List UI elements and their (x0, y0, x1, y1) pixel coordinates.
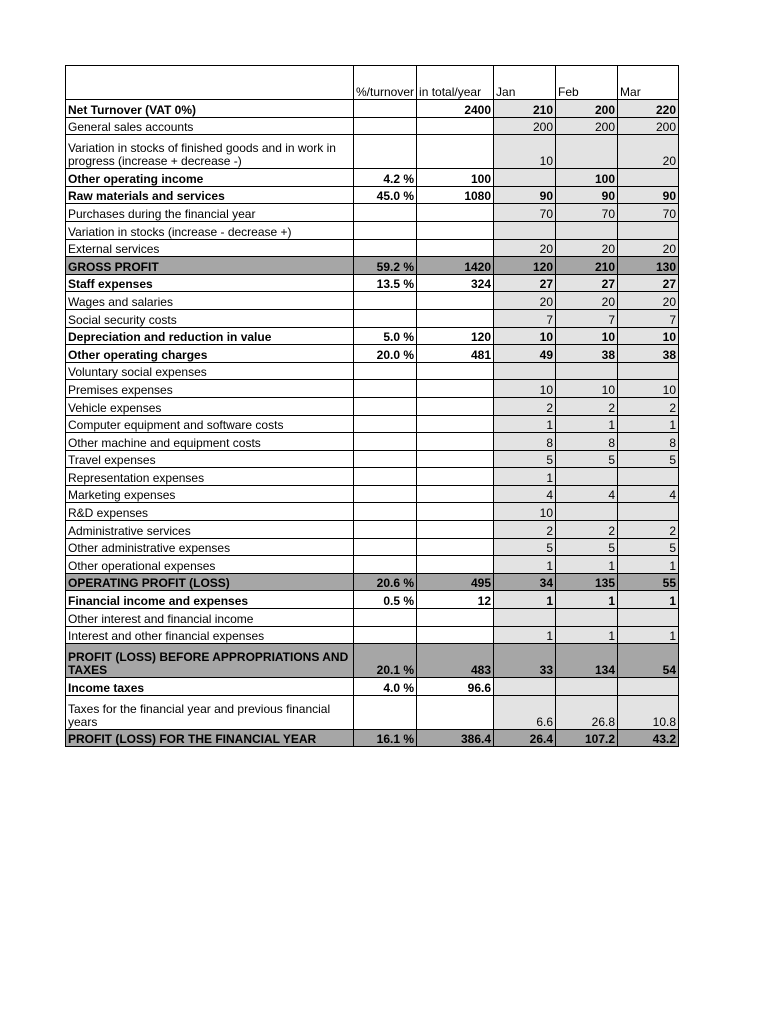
cell-mar[interactable]: 27 (618, 274, 679, 292)
cell-total-year[interactable]: 495 (417, 573, 494, 591)
cell-jan[interactable]: 20 (494, 239, 556, 257)
table-row (66, 309, 679, 327)
cell-feb[interactable]: 7 (556, 309, 618, 327)
cell-feb[interactable]: 2 (556, 521, 618, 539)
cell-total-year[interactable] (417, 538, 494, 556)
cell-pct-turnover[interactable]: 20.1 % (354, 644, 417, 678)
row-label[interactable]: Other machine and equipment costs (66, 433, 354, 451)
row-label[interactable]: Variation in stocks (increase - decrease +) (66, 221, 354, 239)
row-label[interactable]: External services (66, 239, 354, 257)
table-row (66, 485, 679, 503)
row-label[interactable]: Staff expenses (66, 274, 354, 292)
cell-mar[interactable]: 200 (618, 117, 679, 135)
cell-total-year[interactable]: 1420 (417, 257, 494, 275)
cell-total-year[interactable] (417, 450, 494, 468)
cell-jan[interactable] (494, 678, 556, 696)
row-label[interactable]: OPERATING PROFIT (LOSS) (66, 573, 354, 591)
cell-pct-turnover[interactable]: 16.1 % (354, 729, 417, 747)
cell-feb[interactable]: 4 (556, 485, 618, 503)
row-label[interactable]: Taxes for the financial year and previous financial years (66, 695, 354, 729)
table-row (66, 204, 679, 222)
cell-jan[interactable]: 1 (494, 556, 556, 574)
row-label[interactable]: Other operating income (66, 169, 354, 187)
cell-mar[interactable]: 70 (618, 204, 679, 222)
row-label[interactable]: PROFIT (LOSS) BEFORE APPROPRIATIONS AND TAXES (66, 644, 354, 678)
cell-jan[interactable]: 2 (494, 397, 556, 415)
cell-mar[interactable]: 20 (618, 239, 679, 257)
cell-pct-turnover[interactable] (354, 609, 417, 627)
cell-jan[interactable]: 1 (494, 591, 556, 609)
cell-mar[interactable]: 4 (618, 485, 679, 503)
cell-feb[interactable]: 134 (556, 644, 618, 678)
cell-mar[interactable] (618, 678, 679, 696)
cell-total-year[interactable] (417, 204, 494, 222)
cell-mar[interactable]: 5 (618, 538, 679, 556)
cell-pct-turnover[interactable] (354, 380, 417, 398)
cell-pct-turnover[interactable] (354, 538, 417, 556)
cell-total-year[interactable] (417, 117, 494, 135)
cell-feb[interactable] (556, 503, 618, 521)
cell-total-year[interactable]: 386.4 (417, 729, 494, 747)
cell-feb[interactable]: 1 (556, 591, 618, 609)
table-row (66, 100, 679, 118)
cell-jan[interactable] (494, 609, 556, 627)
cell-jan[interactable]: 10 (494, 135, 556, 169)
cell-jan[interactable]: 1 (494, 468, 556, 486)
cell-jan[interactable]: 20 (494, 292, 556, 310)
cell-feb[interactable]: 100 (556, 169, 618, 187)
cell-pct-turnover[interactable] (354, 503, 417, 521)
table-row (66, 729, 679, 747)
header-mar[interactable]: Mar (618, 66, 679, 100)
cell-mar[interactable] (618, 169, 679, 187)
cell-total-year[interactable]: 483 (417, 644, 494, 678)
table-row (66, 556, 679, 574)
table-row (66, 591, 679, 609)
cell-pct-turnover[interactable] (354, 221, 417, 239)
table-row (66, 503, 679, 521)
table-row (66, 257, 679, 275)
cell-mar[interactable]: 55 (618, 573, 679, 591)
cell-total-year[interactable] (417, 468, 494, 486)
cell-total-year[interactable]: 120 (417, 327, 494, 345)
cell-pct-turnover[interactable]: 13.5 % (354, 274, 417, 292)
row-label[interactable]: Voluntary social expenses (66, 362, 354, 380)
table-row (66, 362, 679, 380)
table-row (66, 609, 679, 627)
cell-feb[interactable]: 26.8 (556, 695, 618, 729)
cell-mar[interactable] (618, 468, 679, 486)
table-row (66, 221, 679, 239)
cell-jan[interactable]: 10 (494, 327, 556, 345)
cell-feb[interactable] (556, 362, 618, 380)
cell-feb[interactable]: 70 (556, 204, 618, 222)
cell-mar[interactable]: 130 (618, 257, 679, 275)
cell-feb[interactable]: 135 (556, 573, 618, 591)
row-label[interactable]: Other interest and financial income (66, 609, 354, 627)
table-row (66, 327, 679, 345)
cell-mar[interactable]: 20 (618, 292, 679, 310)
cell-pct-turnover[interactable] (354, 415, 417, 433)
table-row (66, 397, 679, 415)
cell-total-year[interactable] (417, 362, 494, 380)
table-row (66, 678, 679, 696)
cell-jan[interactable]: 4 (494, 485, 556, 503)
cell-pct-turnover[interactable]: 4.0 % (354, 678, 417, 696)
cell-mar[interactable]: 1 (618, 626, 679, 644)
header-pct-turnover[interactable]: %/turnover (354, 66, 417, 100)
cell-total-year[interactable]: 481 (417, 345, 494, 363)
cell-total-year[interactable] (417, 521, 494, 539)
cell-jan[interactable]: 90 (494, 186, 556, 204)
cell-feb[interactable]: 200 (556, 100, 618, 118)
cell-feb[interactable]: 200 (556, 117, 618, 135)
row-label[interactable]: Net Turnover (VAT 0%) (66, 100, 354, 118)
cell-total-year[interactable] (417, 397, 494, 415)
cell-total-year[interactable] (417, 695, 494, 729)
cell-jan[interactable]: 120 (494, 257, 556, 275)
cell-pct-turnover[interactable] (354, 521, 417, 539)
table-row (66, 186, 679, 204)
cell-pct-turnover[interactable] (354, 362, 417, 380)
cell-pct-turnover[interactable]: 20.0 % (354, 345, 417, 363)
cell-pct-turnover[interactable]: 20.6 % (354, 573, 417, 591)
row-label[interactable]: Marketing expenses (66, 485, 354, 503)
cell-feb[interactable] (556, 468, 618, 486)
table-row (66, 521, 679, 539)
cell-total-year[interactable] (417, 485, 494, 503)
table-row (66, 468, 679, 486)
cell-jan[interactable]: 8 (494, 433, 556, 451)
cell-feb[interactable]: 10 (556, 327, 618, 345)
cell-jan[interactable]: 49 (494, 345, 556, 363)
table-row (66, 135, 679, 169)
cell-jan[interactable] (494, 362, 556, 380)
cell-mar[interactable]: 2 (618, 397, 679, 415)
cell-pct-turnover[interactable] (354, 626, 417, 644)
cell-total-year[interactable] (417, 626, 494, 644)
cell-total-year[interactable] (417, 309, 494, 327)
row-label[interactable]: Wages and salaries (66, 292, 354, 310)
row-label[interactable]: Vehicle expenses (66, 397, 354, 415)
cell-total-year[interactable] (417, 609, 494, 627)
cell-pct-turnover[interactable] (354, 397, 417, 415)
cell-jan[interactable]: 10 (494, 380, 556, 398)
cell-mar[interactable]: 43.2 (618, 729, 679, 747)
table-row (66, 573, 679, 591)
row-label[interactable]: Premises expenses (66, 380, 354, 398)
cell-mar[interactable]: 2 (618, 521, 679, 539)
cell-mar[interactable] (618, 609, 679, 627)
cell-pct-turnover[interactable] (354, 292, 417, 310)
cell-total-year[interactable]: 100 (417, 169, 494, 187)
cell-jan[interactable]: 33 (494, 644, 556, 678)
row-label[interactable]: Raw materials and services (66, 186, 354, 204)
cell-pct-turnover[interactable] (354, 695, 417, 729)
cell-jan[interactable]: 5 (494, 538, 556, 556)
cell-feb[interactable]: 90 (556, 186, 618, 204)
cell-feb[interactable]: 107.2 (556, 729, 618, 747)
cell-feb[interactable]: 27 (556, 274, 618, 292)
cell-pct-turnover[interactable]: 59.2 % (354, 257, 417, 275)
cell-mar[interactable]: 1 (618, 591, 679, 609)
row-label[interactable]: Representation expenses (66, 468, 354, 486)
cell-jan[interactable]: 27 (494, 274, 556, 292)
table-row (66, 169, 679, 187)
header-row (66, 66, 679, 100)
cell-pct-turnover[interactable] (354, 468, 417, 486)
cell-jan[interactable] (494, 221, 556, 239)
cell-mar[interactable]: 1 (618, 415, 679, 433)
cell-mar[interactable]: 7 (618, 309, 679, 327)
cell-total-year[interactable] (417, 503, 494, 521)
cell-total-year[interactable] (417, 380, 494, 398)
table-row (66, 380, 679, 398)
cell-jan[interactable]: 10 (494, 503, 556, 521)
table-row (66, 415, 679, 433)
cell-mar[interactable]: 38 (618, 345, 679, 363)
table-row (66, 433, 679, 451)
cell-feb[interactable]: 1 (556, 415, 618, 433)
cell-pct-turnover[interactable] (354, 309, 417, 327)
header-blank[interactable] (66, 66, 354, 100)
cell-total-year[interactable]: 96.6 (417, 678, 494, 696)
cell-feb[interactable]: 8 (556, 433, 618, 451)
table-row (66, 695, 679, 729)
table-row (66, 450, 679, 468)
cell-pct-turnover[interactable]: 4.2 % (354, 169, 417, 187)
cell-total-year[interactable] (417, 415, 494, 433)
row-label[interactable]: Travel expenses (66, 450, 354, 468)
cell-total-year[interactable]: 12 (417, 591, 494, 609)
cell-feb[interactable] (556, 678, 618, 696)
cell-pct-turnover[interactable] (354, 135, 417, 169)
cell-feb[interactable]: 5 (556, 538, 618, 556)
cell-mar[interactable]: 54 (618, 644, 679, 678)
row-label[interactable]: PROFIT (LOSS) FOR THE FINANCIAL YEAR (66, 729, 354, 747)
cell-jan[interactable]: 6.6 (494, 695, 556, 729)
cell-feb[interactable]: 1 (556, 626, 618, 644)
row-label[interactable]: GROSS PROFIT (66, 257, 354, 275)
row-label[interactable]: Other operating charges (66, 345, 354, 363)
header-feb[interactable]: Feb (556, 66, 618, 100)
header-jan[interactable]: Jan (494, 66, 556, 100)
cell-jan[interactable]: 2 (494, 521, 556, 539)
cell-pct-turnover[interactable] (354, 485, 417, 503)
table-row (66, 626, 679, 644)
cell-jan[interactable]: 7 (494, 309, 556, 327)
table-row (66, 274, 679, 292)
cell-feb[interactable]: 2 (556, 397, 618, 415)
cell-mar[interactable]: 1 (618, 556, 679, 574)
cell-pct-turnover[interactable] (354, 433, 417, 451)
cell-pct-turnover[interactable] (354, 556, 417, 574)
cell-mar[interactable]: 20 (618, 135, 679, 169)
cell-pct-turnover[interactable]: 45.0 % (354, 186, 417, 204)
cell-jan[interactable]: 1 (494, 415, 556, 433)
cell-feb[interactable]: 1 (556, 556, 618, 574)
cell-jan[interactable]: 34 (494, 573, 556, 591)
cell-total-year[interactable]: 2400 (417, 100, 494, 118)
cell-jan[interactable]: 70 (494, 204, 556, 222)
income-statement-table (65, 65, 679, 747)
cell-feb[interactable] (556, 221, 618, 239)
row-label[interactable]: R&D expenses (66, 503, 354, 521)
row-label[interactable]: Depreciation and reduction in value (66, 327, 354, 345)
table-row (66, 117, 679, 135)
cell-total-year[interactable] (417, 556, 494, 574)
cell-mar[interactable]: 90 (618, 186, 679, 204)
cell-total-year[interactable]: 324 (417, 274, 494, 292)
cell-mar[interactable]: 5 (618, 450, 679, 468)
cell-jan[interactable]: 5 (494, 450, 556, 468)
cell-mar[interactable]: 220 (618, 100, 679, 118)
cell-feb[interactable]: 210 (556, 257, 618, 275)
cell-mar[interactable]: 10 (618, 327, 679, 345)
row-label[interactable]: General sales accounts (66, 117, 354, 135)
row-label[interactable]: Financial income and expenses (66, 591, 354, 609)
cell-pct-turnover[interactable] (354, 117, 417, 135)
table-row (66, 644, 679, 678)
cell-pct-turnover[interactable] (354, 239, 417, 257)
cell-jan[interactable] (494, 169, 556, 187)
cell-mar[interactable] (618, 503, 679, 521)
cell-total-year[interactable] (417, 239, 494, 257)
cell-feb[interactable] (556, 135, 618, 169)
table-row (66, 345, 679, 363)
cell-total-year[interactable]: 1080 (417, 186, 494, 204)
cell-feb[interactable] (556, 609, 618, 627)
table-row (66, 292, 679, 310)
cell-total-year[interactable] (417, 135, 494, 169)
cell-feb[interactable]: 5 (556, 450, 618, 468)
cell-feb[interactable]: 20 (556, 292, 618, 310)
row-label[interactable]: Income taxes (66, 678, 354, 696)
cell-mar[interactable]: 10.8 (618, 695, 679, 729)
row-label[interactable]: Other operational expenses (66, 556, 354, 574)
cell-pct-turnover[interactable]: 5.0 % (354, 327, 417, 345)
cell-pct-turnover[interactable] (354, 204, 417, 222)
row-label[interactable]: Administrative services (66, 521, 354, 539)
cell-jan[interactable]: 210 (494, 100, 556, 118)
cell-mar[interactable] (618, 221, 679, 239)
cell-feb[interactable]: 10 (556, 380, 618, 398)
cell-pct-turnover[interactable] (354, 450, 417, 468)
row-label[interactable]: Other administrative expenses (66, 538, 354, 556)
cell-jan[interactable]: 26.4 (494, 729, 556, 747)
cell-pct-turnover[interactable] (354, 100, 417, 118)
table-row (66, 239, 679, 257)
cell-jan[interactable]: 200 (494, 117, 556, 135)
cell-total-year[interactable] (417, 433, 494, 451)
table-row (66, 538, 679, 556)
row-label[interactable]: Interest and other financial expenses (66, 626, 354, 644)
cell-mar[interactable]: 10 (618, 380, 679, 398)
cell-total-year[interactable] (417, 292, 494, 310)
cell-feb[interactable]: 20 (556, 239, 618, 257)
cell-mar[interactable] (618, 362, 679, 380)
cell-total-year[interactable] (417, 221, 494, 239)
row-label[interactable]: Variation in stocks of finished goods and in work in progress (increase + decrease -) (66, 135, 354, 169)
row-label[interactable]: Social security costs (66, 309, 354, 327)
cell-pct-turnover[interactable]: 0.5 % (354, 591, 417, 609)
row-label[interactable]: Purchases during the financial year (66, 204, 354, 222)
cell-mar[interactable]: 8 (618, 433, 679, 451)
header-total-year[interactable]: in total/year (417, 66, 494, 100)
cell-jan[interactable]: 1 (494, 626, 556, 644)
cell-feb[interactable]: 38 (556, 345, 618, 363)
row-label[interactable]: Computer equipment and software costs (66, 415, 354, 433)
